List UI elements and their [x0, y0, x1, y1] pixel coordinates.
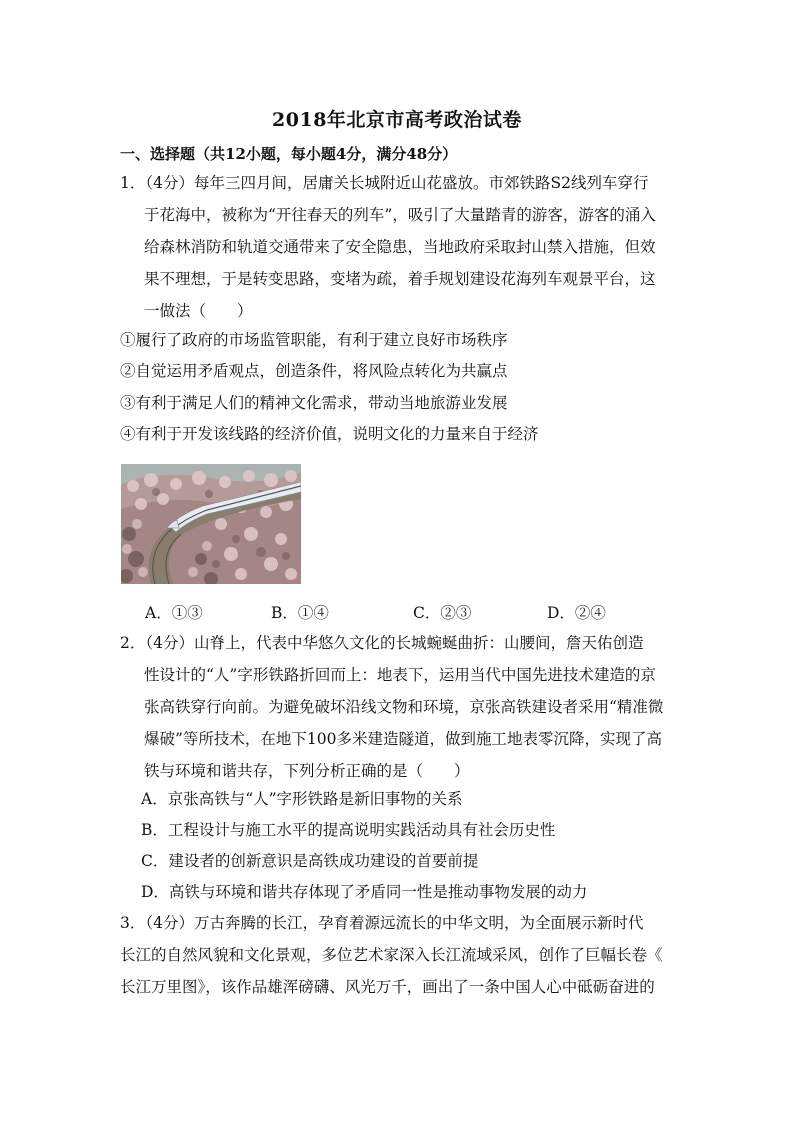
option-a[interactable]: A．①③ [145, 604, 203, 622]
question-3-line: 长江的自然风貌和文化景观，多位艺术家深入长江流域采风，创作了巨幅长卷《 [120, 946, 663, 964]
question-1-line: 果不理想，于是转变思路，变堵为疏，着手规划建设花海列车观景平台，这 [144, 270, 656, 288]
question-1-line: 给森林消防和轨道交通带来了安全隐患，当地政府采取封山禁入措施，但效 [144, 238, 656, 256]
train-blossom-image [121, 464, 301, 584]
question-2-stem [120, 627, 680, 787]
question-1-line: 1．（4分）每年三四月间，居庸关长城附近山花盛放。市郊铁路S2线列车穿行 [120, 174, 649, 192]
question-1-stem [120, 167, 680, 327]
question-2-line: 张高铁穿行向前。为避免破坏沿线文物和环境，京张高铁建设者采用“精准微 [144, 698, 664, 716]
option-a[interactable]: A．京张高铁与“人”字形铁路是新旧事物的关系 [141, 790, 463, 808]
question-2-line: 2．（4分）山脊上，代表中华悠久文化的长城蜿蜒曲折：山腰间，詹天佑创造 [120, 634, 644, 652]
statement-3: ③有利于满足人们的精神文化需求，带动当地旅游业发展 [120, 394, 508, 412]
question-1-line: 一做法（ ） [144, 302, 253, 320]
statement-1: ①履行了政府的市场监管职能，有利于建立良好市场秩序 [120, 331, 508, 349]
question-2-line: 铁与环境和谐共存，下列分析正确的是（ ） [144, 762, 470, 780]
statement-2: ②自觉运用矛盾观点，创造条件，将风险点转化为共赢点 [120, 362, 508, 380]
question-3-line: 3．（4分）万古奔腾的长江，孕育着源远流长的中华文明，为全面展示新时代 [120, 914, 644, 932]
statement-4: ④有利于开发该线路的经济价值，说明文化的力量来自于经济 [120, 425, 539, 443]
option-c[interactable]: C．②③ [413, 604, 472, 622]
page-title: 2018年北京市高考政治试卷 [272, 109, 522, 131]
question-2-line: 性设计的“人”字形铁路折回而上：地表下，运用当代中国先进技术建造的京 [144, 666, 656, 684]
train-blossom-photo [121, 464, 301, 584]
option-d[interactable]: D．高铁与环境和谐共存体现了矛盾同一性是推动事物发展的动力 [141, 883, 588, 901]
section-header: 一、选择题（共12小题，每小题4分，满分48分） [120, 145, 458, 163]
option-b[interactable]: B．工程设计与施工水平的提高说明实践活动具有社会历史性 [141, 821, 556, 839]
question-3-line: 长江万里图》，该作品雄浑磅礴、风光万千，画出了一条中国人心中砥砺奋进的 [120, 978, 655, 996]
option-d[interactable]: D．②④ [547, 604, 606, 622]
option-c[interactable]: C．建设者的创新意识是高铁成功建设的首要前提 [141, 852, 479, 870]
option-b[interactable]: B．①④ [271, 604, 329, 622]
question-3-stem [120, 907, 680, 1003]
question-1-line: 于花海中，被称为“开往春天的列车”，吸引了大量踏青的游客，游客的涌入 [144, 206, 656, 224]
question-2-line: 爆破”等所技术，在地下100多米建造隧道，做到施工地表零沉降，实现了高 [144, 730, 663, 748]
